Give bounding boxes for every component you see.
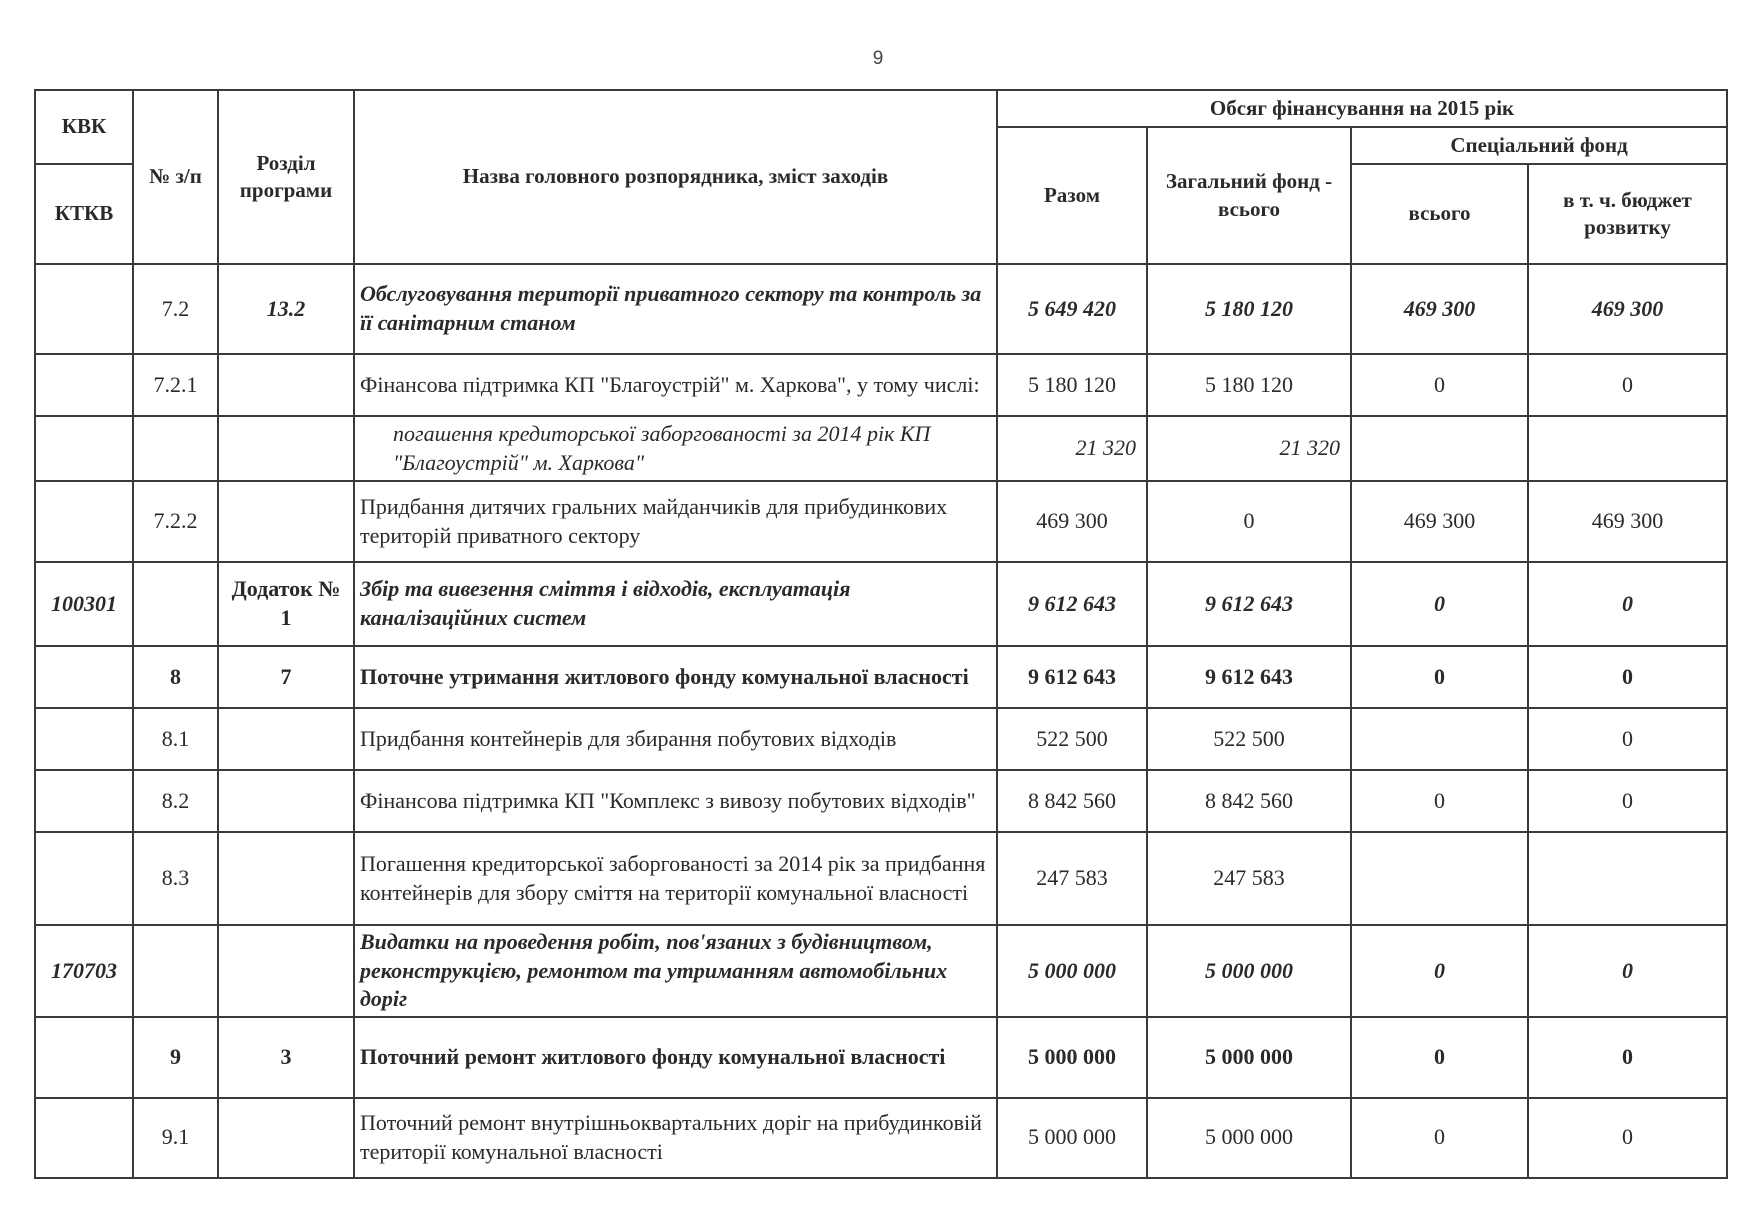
row-special [1351, 416, 1528, 481]
row-name: Видатки на проведення робіт, пов'язаних з будівництвом, реконструкцією, ремонтом та утриманням автомобільних доріг [354, 925, 997, 1017]
row-name: Погашення кредиторської заборгованості за 2014 рік за придбання контейнерів для збору сміття на території комунальної власності [354, 832, 997, 925]
row-section [218, 481, 354, 562]
row-total: 469 300 [997, 481, 1147, 562]
row-total: 21 320 [997, 416, 1147, 481]
table-row [35, 770, 1727, 832]
header-total: Разом [997, 127, 1147, 264]
row-code [35, 264, 133, 354]
row-special: 0 [1351, 562, 1528, 646]
table-row [35, 354, 1727, 416]
row-name: Обслуговування території приватного сектору та контроль за її санітарним станом [354, 264, 997, 354]
row-special: 469 300 [1351, 264, 1528, 354]
row-name: погашення кредиторської заборгованості за 2014 рік КП "Благоустрій" м. Харкова" [354, 416, 997, 481]
row-total: 5 000 000 [997, 925, 1147, 1017]
row-special: 0 [1351, 1017, 1528, 1098]
row-dev: 0 [1528, 1098, 1727, 1178]
row-dev [1528, 416, 1727, 481]
header-kvk: КВК [35, 90, 133, 164]
row-section [218, 832, 354, 925]
row-total: 8 842 560 [997, 770, 1147, 832]
row-code [35, 708, 133, 770]
row-general: 8 842 560 [1147, 770, 1351, 832]
row-section: 13.2 [218, 264, 354, 354]
table-row [35, 832, 1727, 925]
row-general: 522 500 [1147, 708, 1351, 770]
row-total: 9 612 643 [997, 562, 1147, 646]
table-row [35, 416, 1727, 481]
header-special-total: всього [1351, 164, 1528, 264]
row-dev: 0 [1528, 925, 1727, 1017]
row-special [1351, 832, 1528, 925]
row-code [35, 481, 133, 562]
row-special: 469 300 [1351, 481, 1528, 562]
row-code [35, 1017, 133, 1098]
row-general: 5 180 120 [1147, 354, 1351, 416]
row-dev [1528, 832, 1727, 925]
header-special: Спеціальний фонд [1351, 127, 1727, 164]
table-row [35, 925, 1727, 1017]
row-num [133, 562, 218, 646]
row-total: 522 500 [997, 708, 1147, 770]
budget-table [34, 89, 1728, 1179]
row-total: 247 583 [997, 832, 1147, 925]
row-section [218, 708, 354, 770]
row-section: 7 [218, 646, 354, 708]
row-total: 5 000 000 [997, 1017, 1147, 1098]
row-code [35, 416, 133, 481]
row-general: 247 583 [1147, 832, 1351, 925]
row-num [133, 416, 218, 481]
row-name: Поточний ремонт внутрішньоквартальних доріг на прибудинковій території комунальної власності [354, 1098, 997, 1178]
row-name: Придбання контейнерів для збирання побутових відходів [354, 708, 997, 770]
row-section: 3 [218, 1017, 354, 1098]
table-row [35, 1017, 1727, 1098]
row-special: 0 [1351, 646, 1528, 708]
row-section [218, 354, 354, 416]
row-general: 5 180 120 [1147, 264, 1351, 354]
row-code [35, 1098, 133, 1178]
row-special: 0 [1351, 1098, 1528, 1178]
table-row [35, 481, 1727, 562]
row-name: Фінансова підтримка КП "Комплекс з вивозу побутових відходів" [354, 770, 997, 832]
row-special: 0 [1351, 925, 1528, 1017]
header-ktkv: КТКВ [35, 164, 133, 264]
page-number: 9 [872, 48, 884, 69]
row-dev: 469 300 [1528, 481, 1727, 562]
row-section [218, 925, 354, 1017]
row-general: 5 000 000 [1147, 1017, 1351, 1098]
row-name: Поточне утримання житлового фонду комунальної власності [354, 646, 997, 708]
row-name: Збір та вивезення сміття і відходів, експлуатація каналізаційних систем [354, 562, 997, 646]
row-num: 7.2 [133, 264, 218, 354]
row-num [133, 925, 218, 1017]
table-row [35, 708, 1727, 770]
row-num: 9 [133, 1017, 218, 1098]
row-general: 21 320 [1147, 416, 1351, 481]
row-total: 5 180 120 [997, 354, 1147, 416]
row-code [35, 770, 133, 832]
row-name: Придбання дитячих гральних майданчиків для прибудинкових територій приватного сектору [354, 481, 997, 562]
table-row [35, 1098, 1727, 1178]
row-name: Фінансова підтримка КП "Благоустрій" м. Харкова", у тому числі: [354, 354, 997, 416]
table-row [35, 646, 1727, 708]
table-body [35, 264, 1727, 1178]
row-general: 9 612 643 [1147, 646, 1351, 708]
row-general: 9 612 643 [1147, 562, 1351, 646]
row-dev: 0 [1528, 1017, 1727, 1098]
header-volume: Обсяг фінансування на 2015 рік [997, 90, 1727, 127]
row-dev: 0 [1528, 770, 1727, 832]
row-dev: 0 [1528, 708, 1727, 770]
row-num: 8.3 [133, 832, 218, 925]
row-num: 7.2.1 [133, 354, 218, 416]
table-header [35, 90, 1727, 264]
row-dev: 0 [1528, 562, 1727, 646]
row-num: 8.2 [133, 770, 218, 832]
row-special: 0 [1351, 354, 1528, 416]
row-total: 9 612 643 [997, 646, 1147, 708]
row-num: 8 [133, 646, 218, 708]
header-general: Загальний фонд - всього [1147, 127, 1351, 264]
row-section [218, 770, 354, 832]
row-special: 0 [1351, 770, 1528, 832]
row-code [35, 832, 133, 925]
row-section [218, 1098, 354, 1178]
row-general: 5 000 000 [1147, 925, 1351, 1017]
table-row [35, 562, 1727, 646]
row-code [35, 354, 133, 416]
header-section: Розділ програми [218, 90, 354, 264]
row-dev: 469 300 [1528, 264, 1727, 354]
row-dev: 0 [1528, 646, 1727, 708]
header-num: № з/п [133, 90, 218, 264]
table-row [35, 264, 1727, 354]
row-total: 5 649 420 [997, 264, 1147, 354]
row-num: 7.2.2 [133, 481, 218, 562]
row-general: 5 000 000 [1147, 1098, 1351, 1178]
header-name: Назва головного розпорядника, зміст заходів [354, 90, 997, 264]
row-code: 170703 [35, 925, 133, 1017]
row-dev: 0 [1528, 354, 1727, 416]
row-section [218, 416, 354, 481]
row-num: 9.1 [133, 1098, 218, 1178]
row-section: Додаток № 1 [218, 562, 354, 646]
row-name: Поточний ремонт житлового фонду комунальної власності [354, 1017, 997, 1098]
row-code [35, 646, 133, 708]
row-total: 5 000 000 [997, 1098, 1147, 1178]
row-code: 100301 [35, 562, 133, 646]
row-special [1351, 708, 1528, 770]
row-general: 0 [1147, 481, 1351, 562]
header-special-dev: в т. ч. бюджет розвитку [1528, 164, 1727, 264]
row-num: 8.1 [133, 708, 218, 770]
